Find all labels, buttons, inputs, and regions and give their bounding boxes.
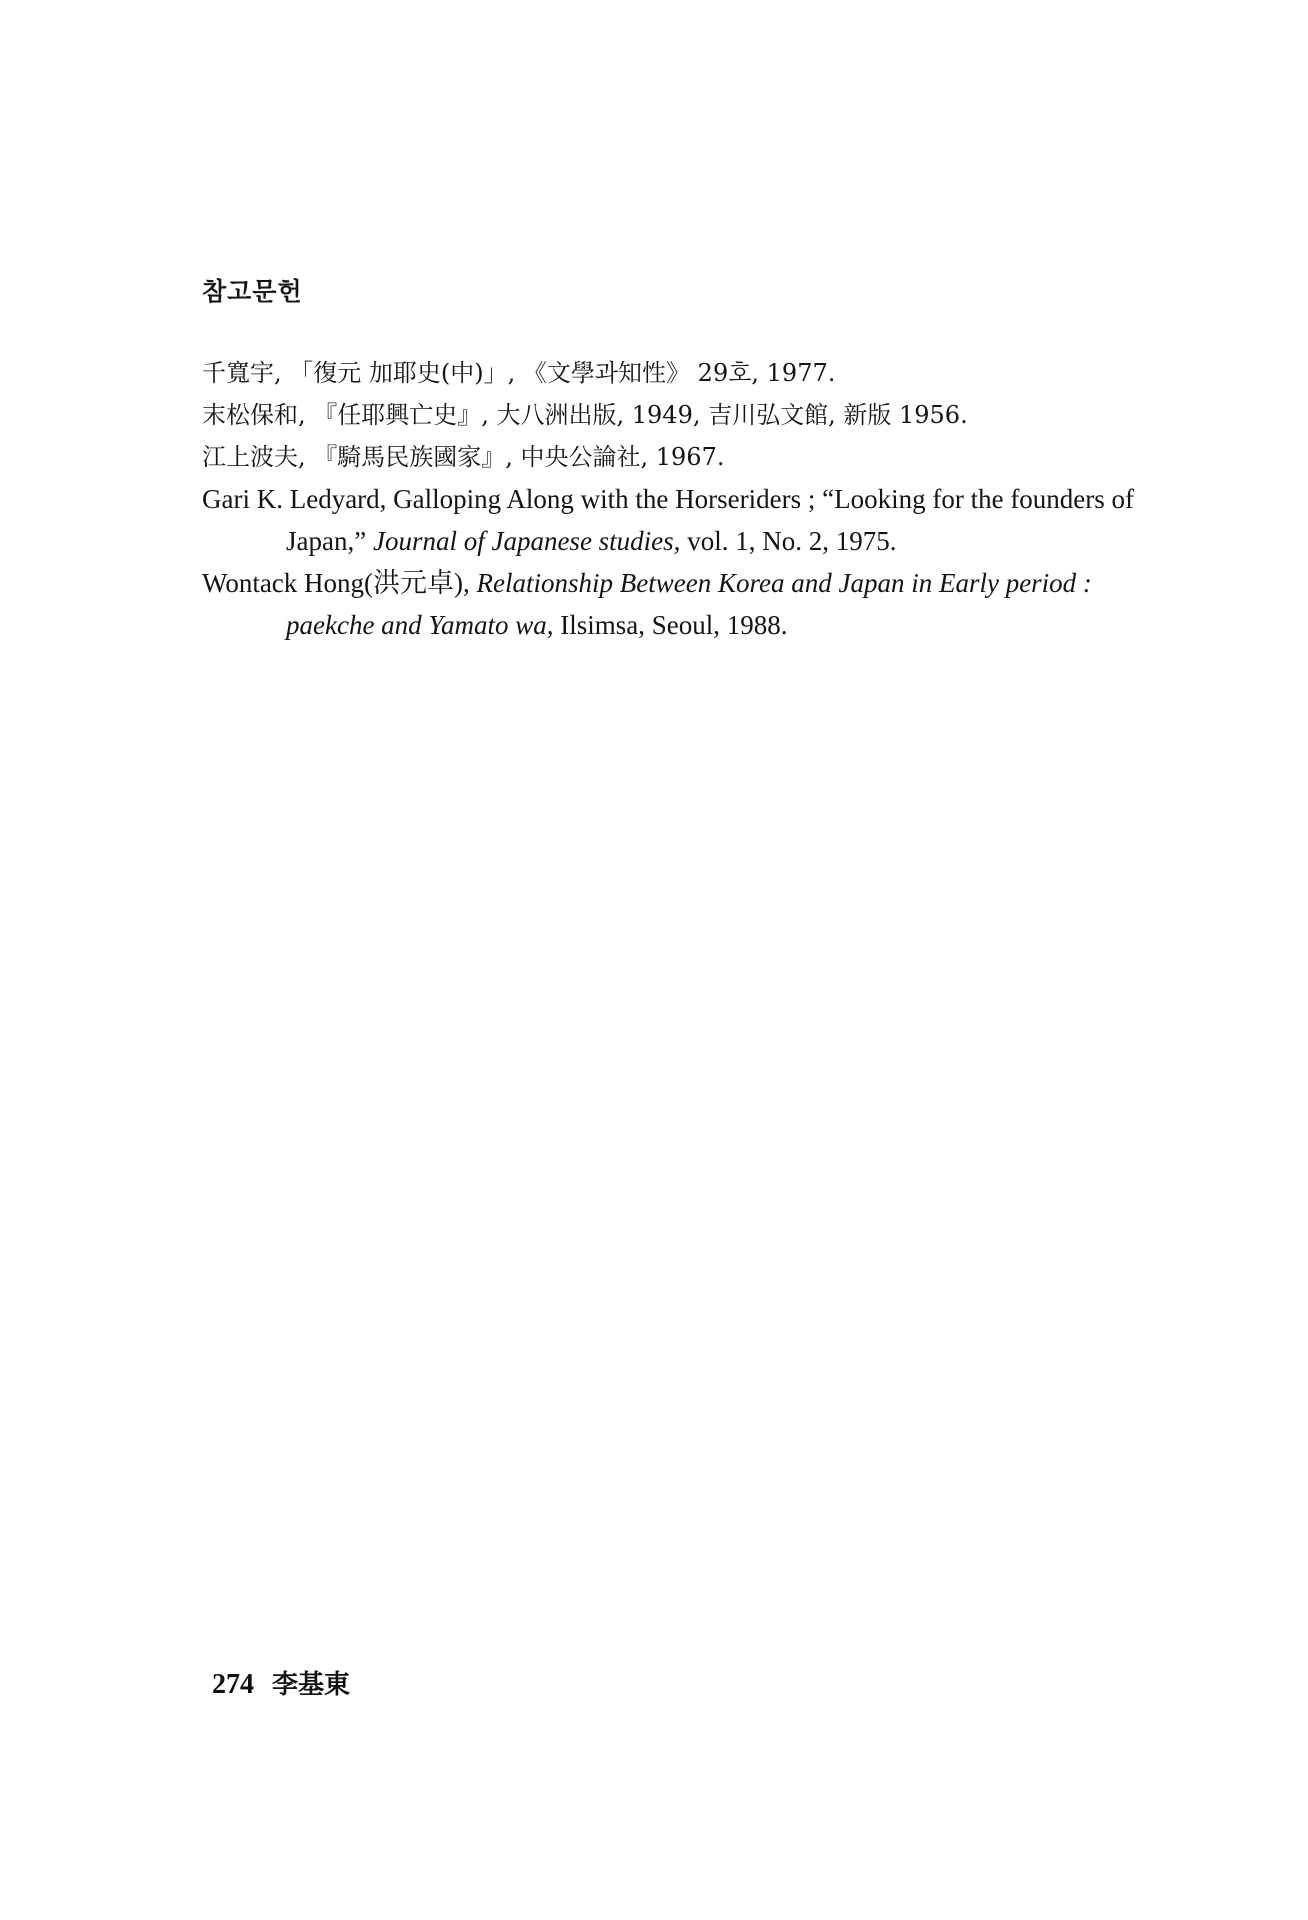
page-footer [212, 1664, 350, 1701]
running-author: 李基東 [272, 1670, 351, 1700]
reference-entry-4-details: vol. 1, No. 2, 1975. [680, 526, 897, 556]
reference-list [202, 352, 1162, 646]
reference-entry-5-details: Ilsimsa, Seoul, 1988. [553, 610, 788, 640]
reference-entry-4-main: Gari K. Ledyard, Galloping Along with the Horseriders ; “Looking for the founders of Japan,” [202, 484, 1135, 556]
reference-entry-4 [202, 478, 1162, 562]
page-number: 274 [212, 1669, 254, 1700]
reference-entry-2: 末松保和, 『任耶興亡史』, 大八洲出版, 1949, 吉川弘文館, 新版 1956. [202, 401, 968, 429]
reference-entry-5-title: Relationship Between Korea and Japan in Early period : paekche and Yamato wa, [286, 568, 1092, 640]
reference-entry-3: 江上波夫, 『騎馬民族國家』, 中央公論社, 1967. [202, 443, 725, 471]
references-heading: 참고문헌 [202, 277, 303, 306]
reference-entry-1: 千寬宇, 「復元 加耶史(中)」, 《文學과知性》 29호, 1977. [202, 359, 836, 387]
reference-entry-5 [202, 562, 1162, 646]
reference-entry-4-journal: Journal of Japanese studies, [372, 526, 681, 556]
reference-entry-5-author: Wontack Hong(洪元卓), [202, 568, 477, 598]
